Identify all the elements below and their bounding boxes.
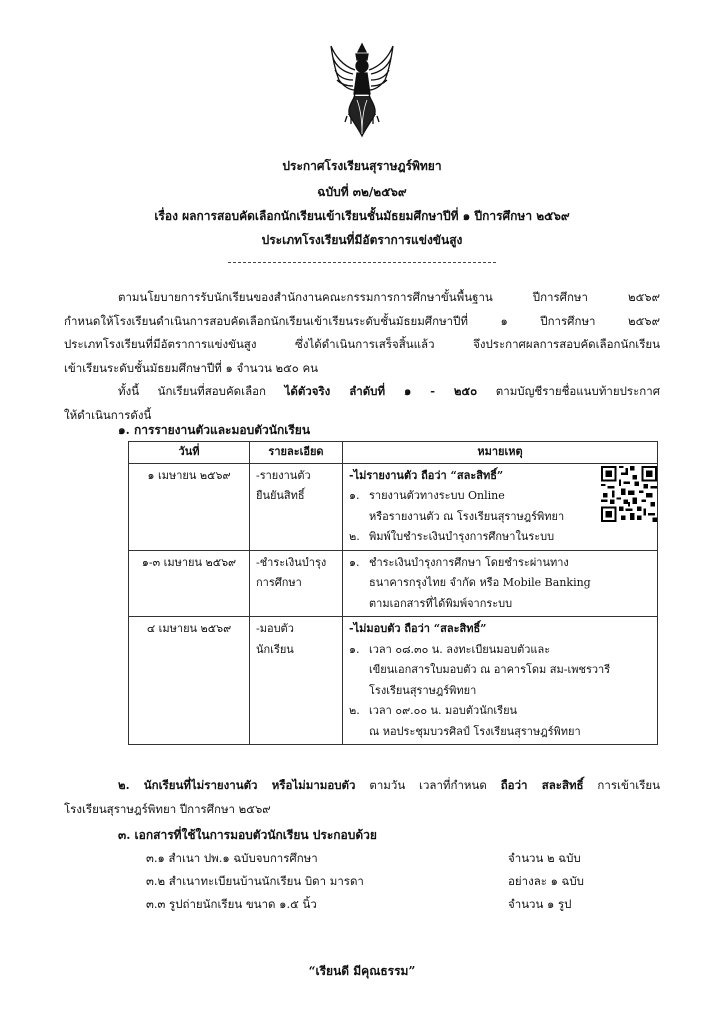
intro-line: กำหนดให้โรงเรียนดำเนินการสอบคัดเลือกนักเรียนเข้าเรียนระดับชั้นมัธยมศึกษาปีที่ ๑ ปีการศึกษา ๒๕๖๙: [64, 313, 660, 328]
document-item-qty: จำนวน ๑ รูป: [508, 897, 572, 911]
section3-title: ๓. เอกสารที่ใช้ในการมอบตัวนักเรียน ประกอบด้วย: [118, 828, 377, 842]
document-item-label: ๓.๓ รูปถ่ายนักเรียน ขนาด ๑.๕ นิ้ว: [146, 897, 317, 911]
intro-line: ตามนโยบายการรับนักเรียนของสำนักงานคณะกรรมการการศึกษาขั้นพื้นฐาน ปีการศึกษา ๒๕๖๙: [118, 290, 660, 304]
announcement-category: ประเภทโรงเรียนที่มีอัตราการแข่งขันสูง: [261, 233, 463, 247]
remark-item: ๒. พิมพ์ใบชำระเงินบำรุงการศึกษาในระบบ: [349, 530, 555, 543]
section1-title: ๑. การรายงานตัวและมอบตัวนักเรียน: [118, 423, 311, 437]
col-header-remark: หมายเหตุ: [343, 442, 658, 464]
remark-item: ๑. รายงานตัวทางระบบ Online: [349, 489, 505, 502]
announcement-subject: เรื่อง ผลการสอบคัดเลือกนักเรียนเข้าเรียนชั้นมัธยมศึกษาปีที่ ๑ ปีการศึกษา ๒๕๖๙: [154, 209, 570, 223]
row-date: ๑-๓ เมษายน ๒๕๖๙: [129, 550, 250, 617]
remark-title: -ไม่มอบตัว ถือว่า “สละสิทธิ์”: [349, 622, 487, 635]
row-remark: -ไม่รายงานตัว ถือว่า “สละสิทธิ์” ๑. รายงานตัวทางระบบ Online หรือรายงานตัว ณ โรงเรียนสุราษฎร์พิทยา ๒. พิมพ์ใบชำระเงินบำรุงการศึกษาในระบบ: [343, 463, 658, 550]
section2-line: ๒. นักเรียนที่ไม่รายงานตัว หรือไม่มามอบตัว ตามวัน เวลาที่กำหนด ถือว่า สละสิทธิ์ การเข้าเรียน: [118, 778, 660, 792]
document-item-qty: จำนวน ๒ ฉบับ: [508, 851, 581, 865]
remark-item: ๑. ชำระเงินบำรุงการศึกษา โดยชำระผ่านทาง: [349, 555, 569, 569]
row-detail: -รายงานตัว ยืนยันสิทธิ์: [250, 463, 343, 550]
school-motto: “เรียนดี มีคุณธรรม”: [308, 964, 416, 978]
document-item-label: ๓.๒ สำเนาทะเบียนบ้านนักเรียน บิดา มารดา: [146, 874, 364, 888]
header-divider: [228, 262, 496, 263]
announcement-title: ประกาศโรงเรียนสุราษฎร์พิทยา: [282, 159, 442, 173]
row-remark: -ไม่มอบตัว ถือว่า “สละสิทธิ์” ๑. เวลา ๐๘.๓๐ น. ลงทะเบียนมอบตัวและ เขียนเอกสารใบมอบตัว ณ อาคารโดม สม-เพชรวารี โรงเรียนสุราษฎร์พิทยา ๒. เวลา ๐๙.๐๐ น. มอบตัวนักเรียน ณ หอประชุมบวรศิลป์ โรงเรียนสุราษฎร์พิทยา: [343, 617, 658, 745]
qualified-line-cont: ให้ดำเนินการดังนี้: [64, 407, 152, 422]
document-item-qty: อย่างละ ๑ ฉบับ: [508, 874, 584, 888]
table-header-row: [129, 442, 658, 464]
col-header-detail: รายละเอียด: [250, 442, 343, 464]
remark-item: ๑. เวลา ๐๘.๓๐ น. ลงทะเบียนมอบตัวและ: [349, 642, 551, 656]
qr-code-icon[interactable]: [601, 466, 657, 522]
garuda-emblem-icon: [327, 40, 397, 140]
table-row: [129, 463, 658, 550]
col-header-date: วันที่: [129, 442, 250, 464]
section2-line-cont: โรงเรียนสุราษฎร์พิทยา ปีการศึกษา ๒๕๖๙: [64, 801, 271, 816]
remark-title: -ไม่รายงานตัว ถือว่า “สละสิทธิ์”: [349, 468, 504, 482]
row-date: ๔ เมษายน ๒๕๖๙: [129, 617, 250, 745]
intro-line: เข้าเรียนระดับชั้นมัธยมศึกษาปีที่ ๑ จำนวน ๒๕๐ คน: [64, 360, 318, 375]
qualified-range: ได้ตัวจริง ลำดับที่ ๑ - ๒๕๐: [284, 384, 478, 398]
row-date: ๑ เมษายน ๒๕๖๙: [129, 463, 250, 550]
intro-line: ประเภทโรงเรียนที่มีอัตราการแข่งขันสูง ซึ่งได้ดำเนินการเสร็จสิ้นแล้ว จึงประกาศผลการสอบคัดเลือกนักเรียน: [64, 337, 660, 351]
schedule-table: [128, 441, 658, 745]
qualified-line: ทั้งนี้ นักเรียนที่สอบคัดเลือก ได้ตัวจริง ลำดับที่ ๑ - ๒๕๐ ตามบัญชีรายชื่อแนบท้ายประกาศ: [118, 384, 660, 398]
table-row: [129, 617, 658, 745]
intro-paragraph: [64, 286, 660, 427]
row-detail: -ชำระเงินบำรุง การศึกษา: [250, 550, 343, 617]
document-item-label: ๓.๑ สำเนา ปพ.๑ ฉบับจบการศึกษา: [146, 851, 318, 865]
section2-paragraph: [64, 774, 660, 821]
remark-item: ๒. เวลา ๐๙.๐๐ น. มอบตัวนักเรียน: [349, 704, 518, 717]
table-row: [129, 550, 658, 617]
announcement-number: ฉบับที่ ๓๒/๒๕๖๙: [317, 185, 407, 199]
row-remark: ๑. ชำระเงินบำรุงการศึกษา โดยชำระผ่านทาง ธนาคารกรุงไทย จำกัด หรือ Mobile Banking ตามเอกสารที่ได้พิมพ์จากระบบ: [343, 550, 658, 617]
row-detail: -มอบตัว นักเรียน: [250, 617, 343, 745]
